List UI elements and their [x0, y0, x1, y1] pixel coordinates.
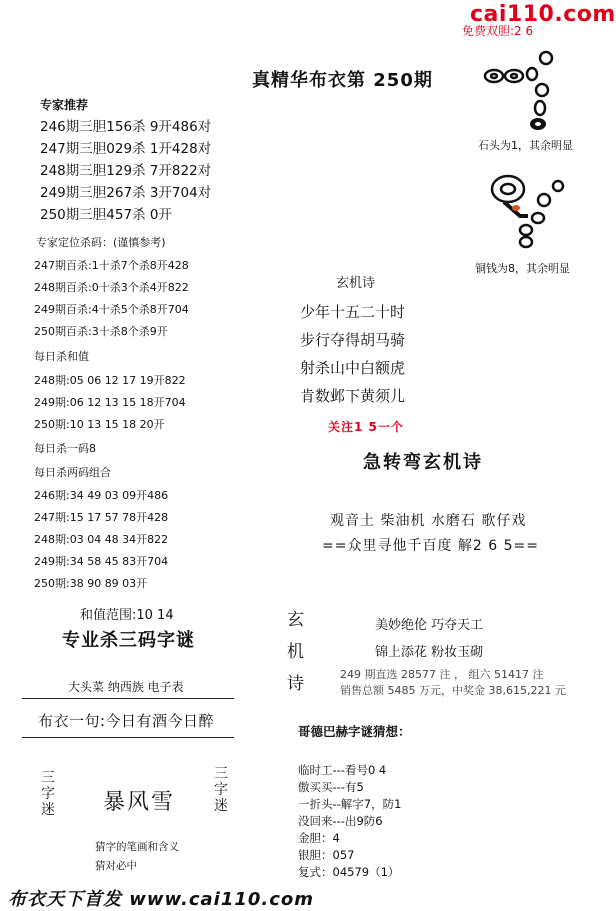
watermark-sub: 免费双胆:2 6 — [462, 24, 534, 38]
sum-range: 和值范围:10 14 — [80, 608, 174, 623]
poem-line: 少年十五二十时 — [300, 303, 406, 321]
xuanjishi-line: 美妙绝伦 巧夺天工 — [375, 618, 484, 633]
position-list — [34, 255, 189, 343]
sum-title: 每日杀和值 — [34, 350, 89, 363]
clue-line: 复式：04579（1） — [298, 865, 400, 879]
hint-list — [95, 838, 179, 876]
divider — [22, 698, 234, 699]
xuanjishi-char: 机 — [287, 642, 304, 662]
divider — [22, 737, 234, 738]
three-riddle-right: 三字迷 — [214, 766, 228, 814]
xuanjishi-char: 玄 — [287, 610, 304, 630]
draw-line: 销售总额 5485 万元，中奖金 38,615,221 元 — [340, 684, 566, 697]
two-code-line: 249期:34 58 45 83开704 — [34, 555, 169, 568]
riddle-title: 专业杀三码字谜 — [62, 630, 195, 651]
sum-list — [34, 370, 186, 436]
poem-title: 玄机诗 — [336, 276, 376, 291]
search-hint: ==众里寻他千百度 解2 6 5== — [322, 538, 539, 554]
xuanjishi-vertical — [287, 604, 304, 700]
two-code-title: 每日杀两码组合 — [34, 466, 111, 479]
clue-line: 银胆：057 — [298, 848, 355, 862]
goethe-title: 哥德巴赫字谜猜想： — [298, 724, 411, 739]
draw-line: 249 期直选 28577 注 ， 组六 51417 注 — [340, 668, 544, 681]
expert-line: 249期三胆267杀 3开704对 — [40, 185, 212, 201]
copper-coins-illustration — [486, 172, 570, 250]
follow-note: 关注1 5一个 — [328, 420, 404, 434]
two-code-line: 246期:34 49 03 09开486 — [34, 489, 169, 502]
sum-line: 250期:10 13 15 18 20开 — [34, 418, 165, 431]
expert-title: 专家推荐 — [40, 98, 89, 112]
clue-line: 临时工---看号0 4 — [298, 763, 387, 777]
position-line: 248期百杀:0十杀3个杀4开822 — [34, 281, 189, 294]
sum-line: 249期:06 12 13 15 18开704 — [34, 396, 186, 409]
xuanjishi-lines — [375, 612, 483, 666]
three-riddle-left: 三字迷 — [41, 770, 55, 818]
poem-line: 肯数邺下黄须儿 — [300, 387, 406, 405]
expert-line: 247期三胆029杀 1开428对 — [40, 141, 212, 157]
position-line: 250期百杀:3十杀8个杀9开 — [34, 325, 168, 338]
coin-caption: 铜钱为8，其余明显 — [475, 262, 570, 275]
two-code-list — [34, 485, 168, 595]
draw-stats — [340, 667, 566, 699]
buyi-sentence: 布衣一句:今日有酒今日醉 — [38, 712, 215, 730]
one-code: 每日杀一码8 — [34, 442, 96, 455]
storm-riddle: 暴风雪 — [103, 790, 176, 815]
hint-line: 猜对必中 — [95, 860, 137, 872]
position-title: 专家定位杀码：(谨慎参考) — [36, 236, 166, 249]
clue-line: 没回来---出9防6 — [298, 814, 383, 828]
page-title: 真精华布衣第 250期 — [252, 70, 433, 91]
hint-line: 猜字的笔画和含义 — [95, 841, 179, 853]
two-code-line: 248期:03 04 48 34开822 — [34, 533, 169, 546]
position-line: 247期百杀:1十杀7个杀8开428 — [34, 259, 189, 272]
xuanjishi-char: 诗 — [287, 674, 304, 694]
poem — [300, 298, 405, 410]
poem-line: 射杀山中白额虎 — [300, 359, 406, 377]
expert-line: 250期三胆457杀 0开 — [40, 207, 172, 223]
expert-line: 246期三胆156杀 9开486对 — [40, 119, 212, 135]
riddle-words: 大头菜 纳西族 电子表 — [68, 680, 184, 694]
goethe-clues — [298, 762, 401, 881]
turn-items: 观音土 柴油机 水磨石 歌仔戏 — [330, 513, 527, 529]
two-code-line: 250期:38 90 89 03开 — [34, 577, 148, 590]
expert-line: 248期三胆129杀 7开822对 — [40, 163, 212, 179]
clue-line: 傲买买---有5 — [298, 780, 364, 794]
two-code-line: 247期:15 17 57 78开428 — [34, 511, 169, 524]
position-line: 249期百杀:4十杀5个杀8开704 — [34, 303, 189, 316]
stone-coins-illustration — [480, 48, 570, 134]
stone-caption: 石头为1，其余明显 — [478, 139, 573, 152]
xuanjishi-line: 锦上添花 粉妆玉砌 — [375, 645, 484, 660]
expert-list — [40, 116, 211, 226]
footer-banner: 布衣天下首发 www.cai110.com — [8, 889, 315, 910]
clue-line: 一折头--解字7，防1 — [298, 797, 402, 811]
turn-poem-title: 急转弯玄机诗 — [363, 452, 483, 473]
watermark-site: cai110.com — [470, 2, 616, 27]
clue-line: 金胆：4 — [298, 831, 340, 845]
sum-line: 248期:05 06 12 17 19开822 — [34, 374, 186, 387]
poem-line: 步行夺得胡马骑 — [300, 331, 406, 349]
